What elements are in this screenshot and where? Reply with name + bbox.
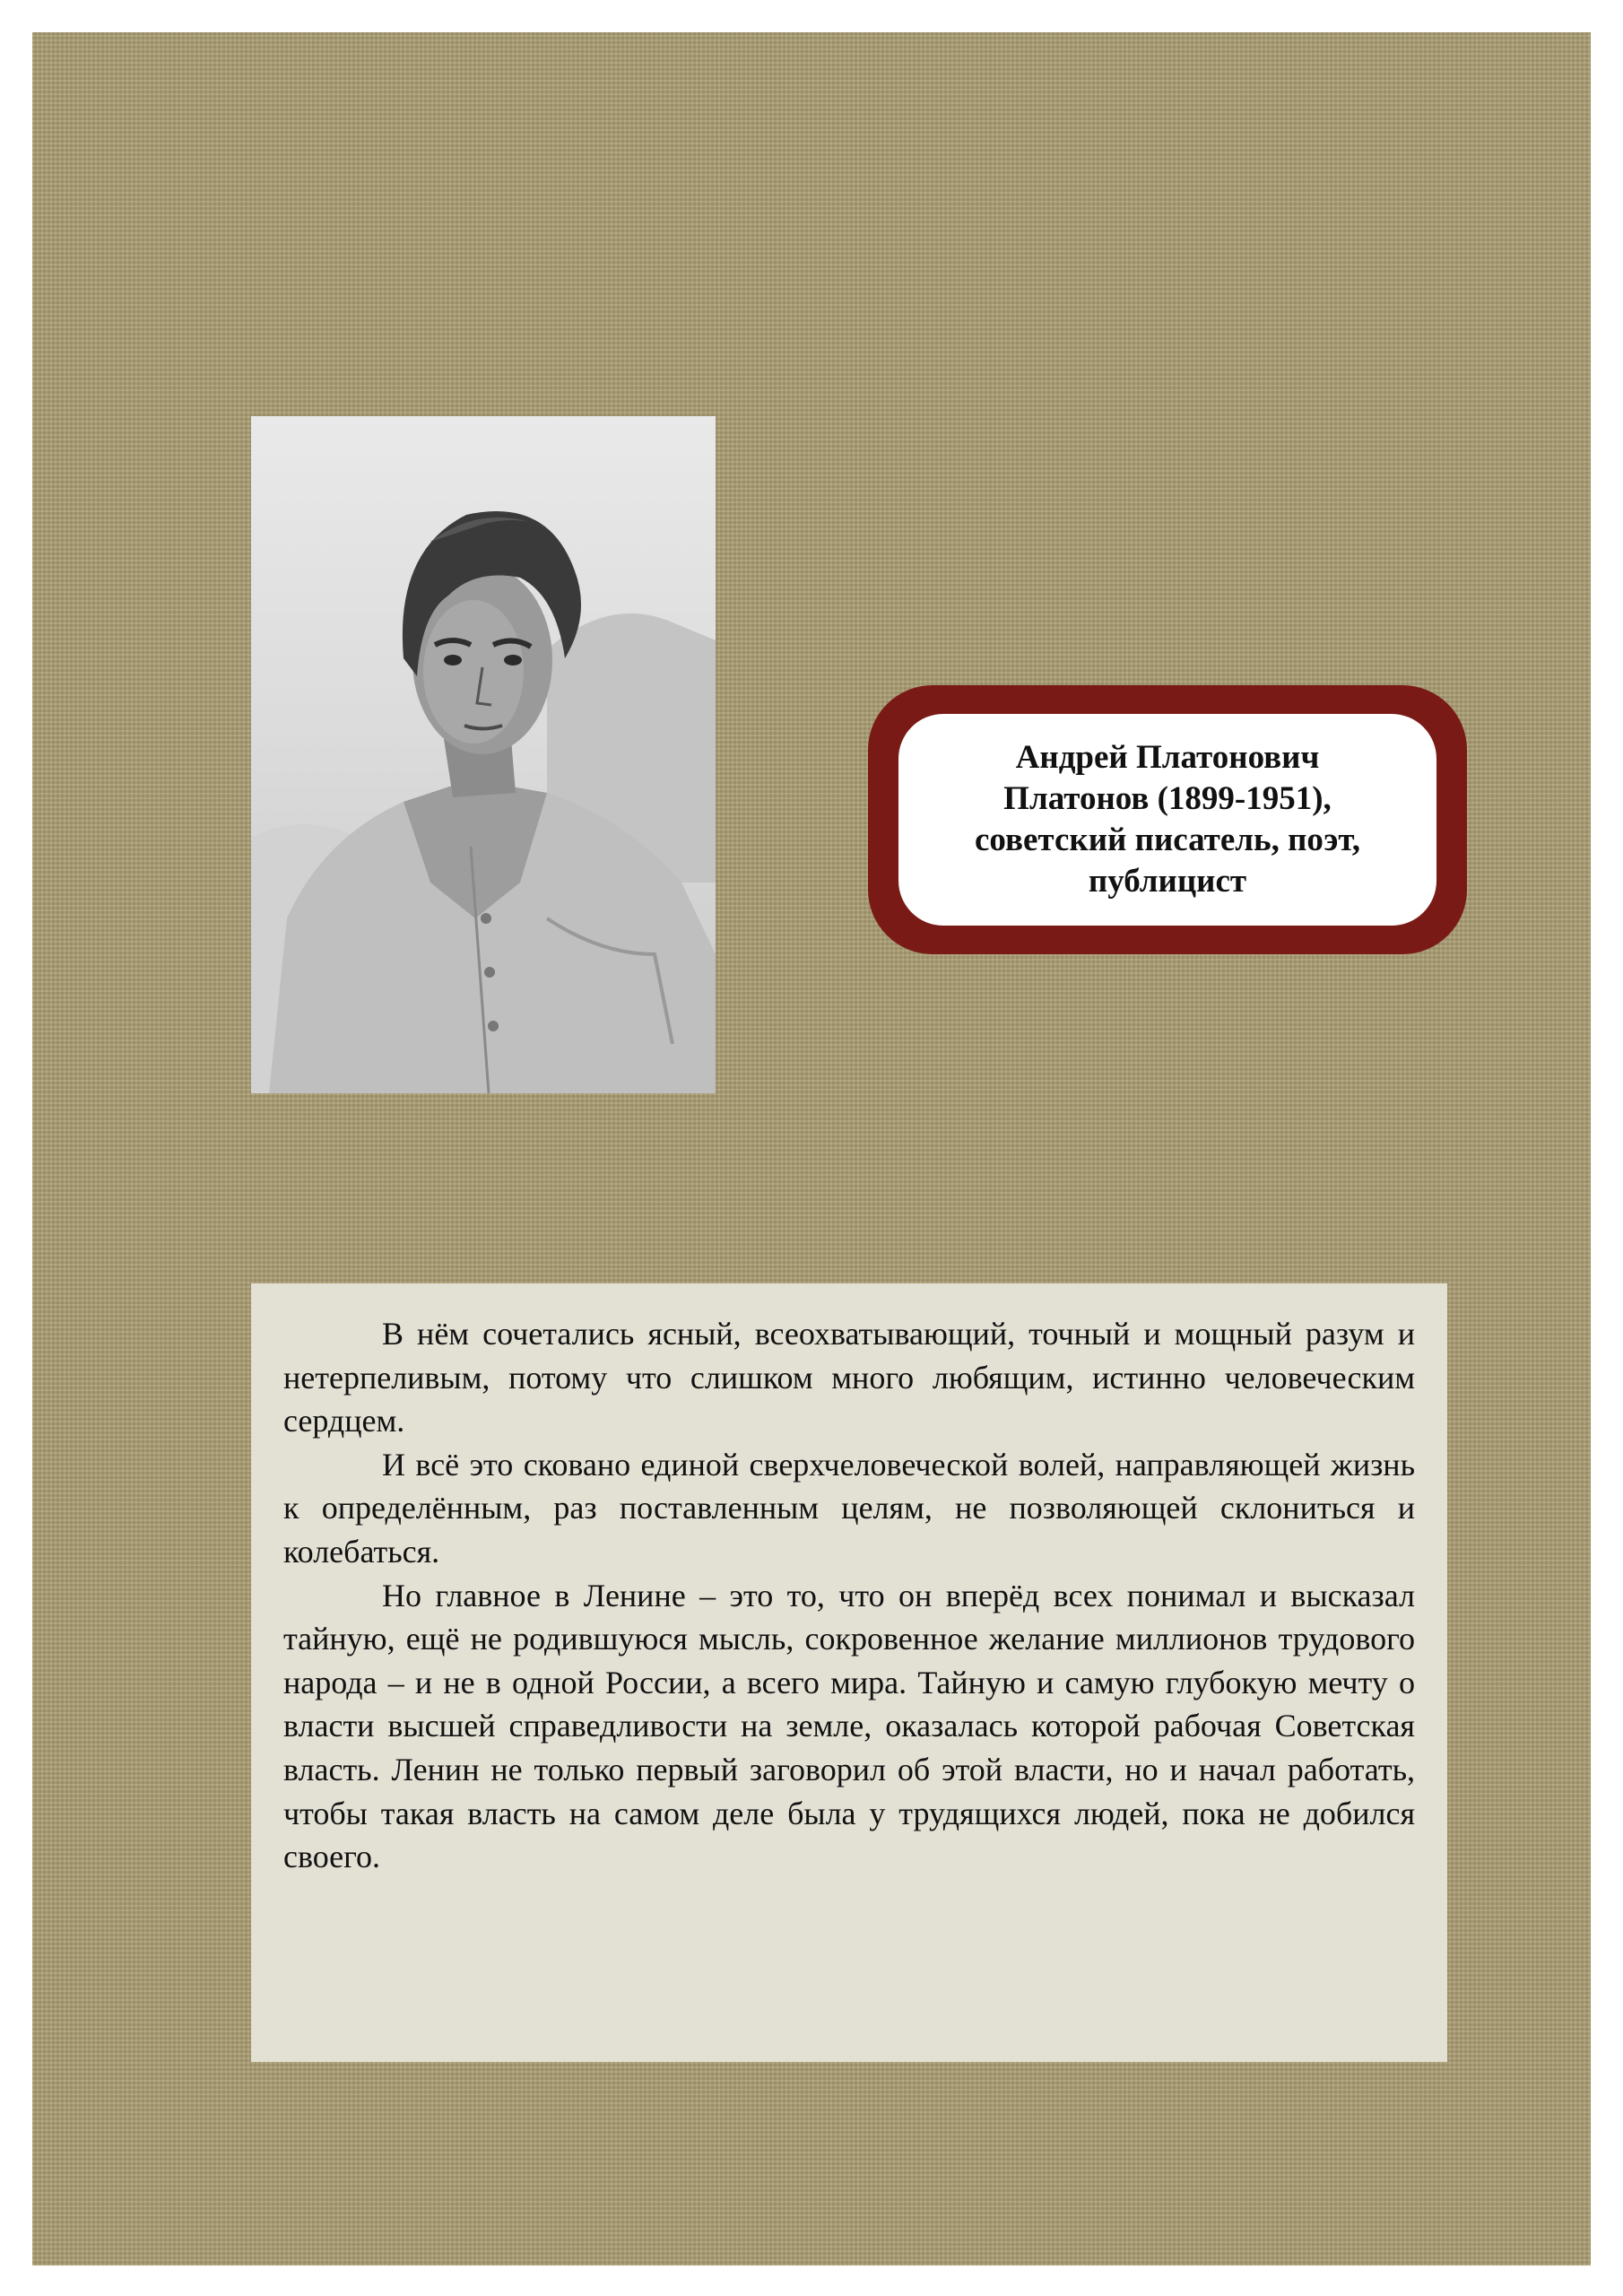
caption-text: Андрей Платонович Платонов (1899-1951), советский писатель, поэт, публицист [974,739,1361,900]
quote-paragraph-3: Но главное в Ленине – это то, что он вперёд всех понимал и высказал тайную, ещё не родившуюся мысль, сокровенное желание миллионов трудового народа – и не в одной России, а всего мира. Тайную и самую глубокую мечту о власти высшей справедливости на земле, оказалась которой рабочая Советская власть. Ленин не только первый заговорил об этой власти, но и начал работать, чтобы такая власть на самом деле была у трудящихся людей, пока не добился своего. [283,1577,1415,1875]
quote-paragraph-1: В нём сочетались ясный, всеохватывающий, точный и мощный разум и нетерпеливым, потому что слишком много любящим, истинно человеческим сердцем. [283,1316,1415,1439]
caption-box [898,714,1436,926]
page-background [32,32,1591,2266]
caption-frame [868,685,1467,954]
portrait-photo [251,416,716,1093]
portrait-image [251,416,716,1093]
quote-panel [251,1283,1447,2062]
quote-paragraph-2: И всё это сковано единой сверхчеловеческой волей, направляющей жизнь к определённым, раз поставленным целям, не позволяющей склониться и колебаться. [283,1446,1415,1570]
